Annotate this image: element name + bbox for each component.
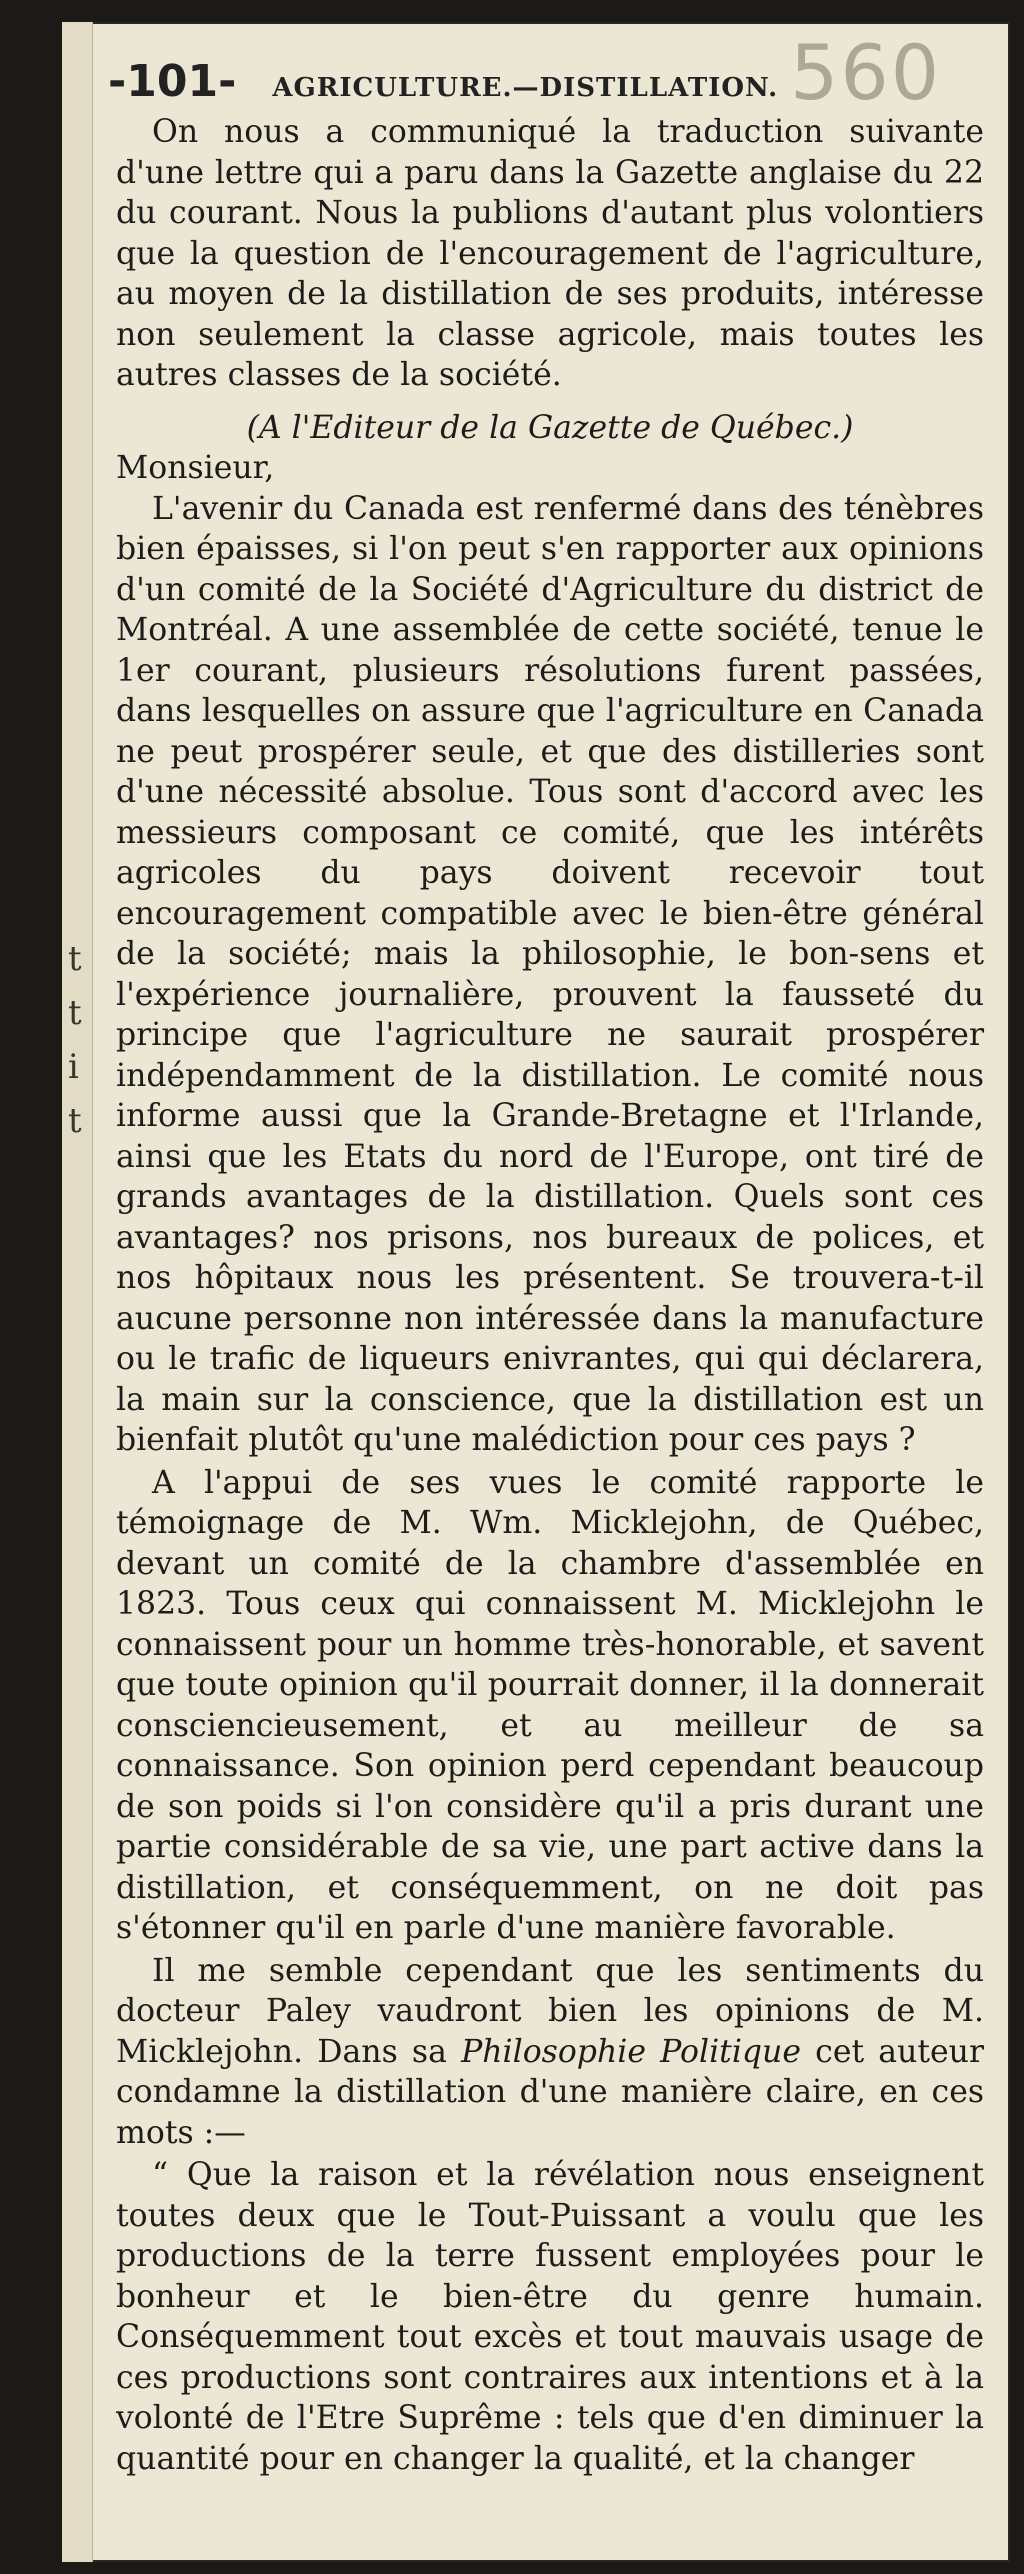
margin-letter: t <box>68 939 82 979</box>
paley-text-before: Il me semble cependant que les sentiments du docteur Paley vaudront bien les opinions de M. Micklejohn. Dans sa <box>116 1952 984 2070</box>
page-number: -101- <box>108 56 237 107</box>
paley-paragraph <box>116 1951 984 2154</box>
page-header <box>108 56 988 107</box>
quotation-paragraph: “ Que la raison et la révélation nous enseignent toutes deux que le Tout-Puissant a voulu que les productions de la terre fussent employées pour le bonheur et le bien-être du genre humain. Conséquemment tout excès et tout mauvais usage de ces productions sont contraires aux intentions et à la volonté de l'Etre Suprême : tels que d'en diminuer la quantité pour en changer la qualité, et la changer <box>116 2157 984 2477</box>
margin-fragment-letters <box>68 932 88 1148</box>
intro-paragraph: On nous a communiqué la traduction suivante d'une lettre qui a paru dans la Gazette anglaise du 22 du courant. Nous la publions d'autant plus volontiers que la question de l'encouragement de l'agriculture, au moyen de la distillation de ses produits, intéresse non seulement la classe agricole, mais toutes les autres classes de la société. <box>116 114 984 393</box>
left-margin-strip <box>62 22 93 2562</box>
margin-letter: t <box>68 993 82 1033</box>
paley-text-after: cet auteur condamne la distillation d'une manière claire, en ces mots :— <box>116 2033 985 2151</box>
body-paragraph: A l'appui de ses vues le comité rapporte le témoignage de M. Wm. Micklejohn, de Québec, devant un comité de la chambre d'assemblée en 1823. Tous ceux qui connaissent M. Micklejohn le connaissent pour un homme très-honorable, et savent que toute opinion qu'il pourrait donner, il la donnerait consciencieusement, et au meilleur de sa connaissance. Son opinion perd cependant beaucoup de son poids si l'on considère qu'il a pris durant une partie considérable de sa vie, une part active dans la distillation, et conséquemment, on ne doit pas s'étonner qu'il en parle d'une manière favorable. <box>116 1464 984 1946</box>
article-body <box>116 112 984 2479</box>
handwritten-page-number: 560 <box>790 28 942 117</box>
letter-address: (A l'Editeur de la Gazette de Québec.) <box>246 409 854 446</box>
margin-letter: t <box>68 1101 82 1141</box>
book-title: Philosophie Politique <box>461 2033 801 2070</box>
body-paragraph: L'avenir du Canada est renfermé dans des ténèbres bien épaisses, si l'on peut s'en rapporter aux opinions d'un comité de la Société d'Agriculture du district de Montréal. A une assemblée de cette société, tenue le 1er courant, plusieurs résolutions furent passées, dans lesquelles on assure que l'agriculture en Canada ne peut prospérer seule, et que des distilleries sont d'une nécessité absolue. Tous sont d'accord avec les messieurs composant ce comité, que les intérêts agricoles du pays doivent recevoir tout encouragement compatible avec le bien-être général de la société; mais la philosophie, le bon-sens et l'expérience journalière, prouvent la fausseté du principe que l'agriculture ne saurait prospérer indépendamment de la distillation. Le comité nous informe aussi que la Grande-Bretagne et l'Irlande, ainsi que les Etats du nord de l'Europe, ont tiré de grands avantages de la distillation. Quels sont ces avantages? nos prisons, nos bureaux de polices, et nos hôpitaux nous les présentent. Se trouvera-t-il aucune personne non intéressée dans la manufacture ou le trafic de liqueurs enivrantes, qui qui déclarera, la main sur la conscience, que la distillation est un bienfait plutôt qu'une malédiction pour ces pays ? <box>116 490 984 1458</box>
margin-letter: i <box>68 1047 79 1087</box>
newspaper-clipping <box>62 22 1010 2562</box>
letter-salutation: Monsieur, <box>116 450 275 486</box>
running-head: AGRICULTURE.—DISTILLATION. <box>272 73 779 103</box>
